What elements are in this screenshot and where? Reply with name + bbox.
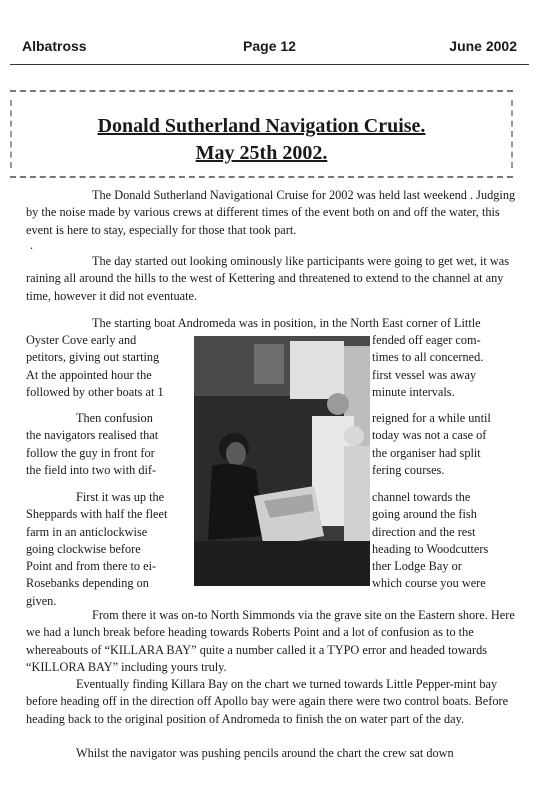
paragraph-killara: Eventually finding Killara Bay on the chart we turned towards Little Pepper-mint bay before heading off in the direction off Apollo bay were again there were two control boats. Before heading back to the original position of Andromeda to finish the on water part of the day. xyxy=(26,677,509,726)
crew-photo xyxy=(194,336,370,586)
page-number: Page 12 xyxy=(243,38,296,54)
paragraph-start-lead: The starting boat Andromeda was in position, in the North East corner of Little xyxy=(92,316,481,330)
col-right-confusion: reigned for a while until today was not a case of the organiser had split fering courses. xyxy=(372,411,491,477)
paragraph-navigator: Whilst the navigator was pushing pencils around the chart the crew sat down xyxy=(76,746,454,760)
newsletter-name: Albatross xyxy=(22,38,87,54)
issue-date: June 2002 xyxy=(449,38,517,54)
stray-dot: . xyxy=(30,238,34,252)
col-left-confusion: Then confusion the navigators realised that follow the guy in front for the field into two with dif- xyxy=(26,411,159,477)
col-left-start: Oyster Cove early and petitors, giving out starting At the appointed hour the followed by other boats at 1 xyxy=(26,333,164,399)
paragraph-lunch: From there it was on-to North Simmonds via the grave site on the Eastern shore. Here we had a lunch break before heading towards Roberts Point and a lot of confusion as to the whereabouts of “KILLARA BAY” quite a number called it a TYPO error and headed towards “KILLORA BAY” including yours truly. xyxy=(26,608,515,674)
col-right-start: fended off eager com- times to all concerned. first vessel was away minute intervals. xyxy=(372,333,484,399)
paragraph-weather: The day started out looking ominously like participants were going to get wet, it was raining all around the hills to the west of Kettering and threatened to extend to the channel at any time, however it did not eventuate. xyxy=(26,254,509,303)
paragraph-intro: The Donald Sutherland Navigational Cruise for 2002 was held last weekend . Judging by the noise made by various crews at different times of the event both on and off the water, this event is here to stay, especially for those that took part. xyxy=(26,188,516,237)
crew-photo-image xyxy=(194,336,370,586)
col-left-route: First it was up the Sheppards with half the fleet farm in an anticlockwise going clockwise before Point and from there to ei- Rosebanks depending on given. xyxy=(26,490,168,608)
title-box xyxy=(10,90,513,178)
header-rule xyxy=(10,64,529,65)
col-right-route: channel towards the going around the fish direction and the rest heading to Woodcutters ther Lodge Bay or which course you were xyxy=(372,490,489,591)
article-title: Donald Sutherland Navigation Cruise. May 25th 2002. xyxy=(97,115,426,164)
page-header xyxy=(22,38,517,58)
